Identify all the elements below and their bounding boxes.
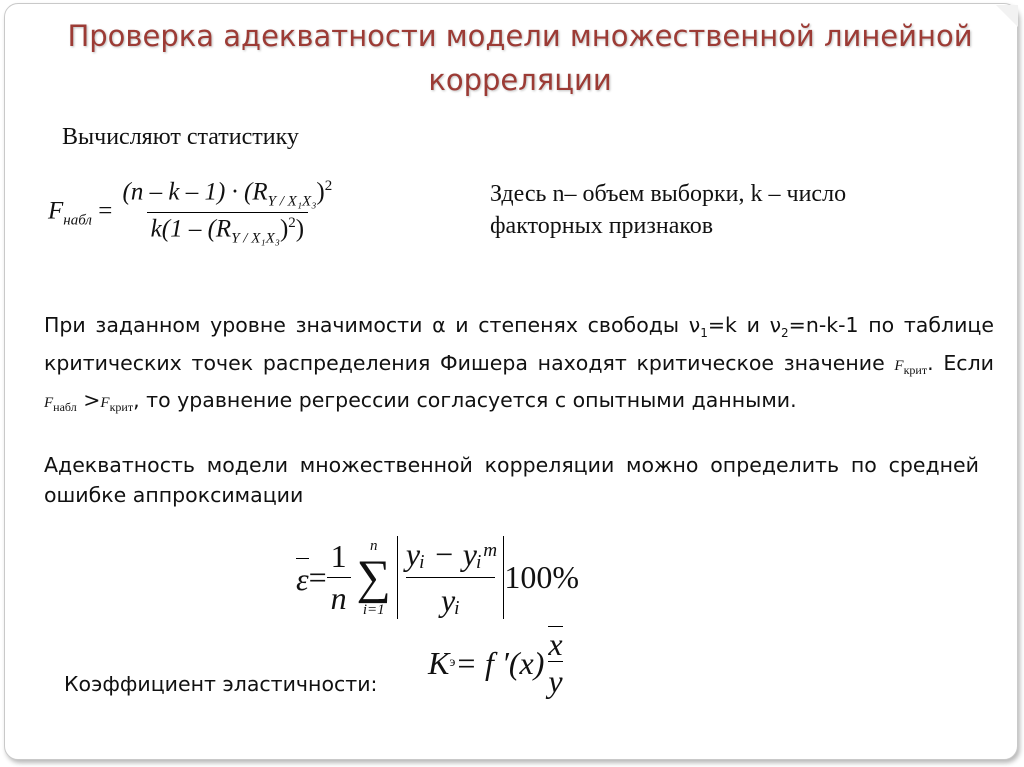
f-num-sub: Y / X₁X₃ — [267, 193, 317, 210]
p1-text-1: При заданном уровне значимости α и степенях свободы ν — [44, 313, 701, 337]
intro-text: Вычисляют статистику — [62, 124, 299, 150]
eps-one-over-n — [327, 538, 351, 617]
f-statistic-formula — [48, 178, 336, 248]
elasticity-label: Коэффициент эластичности: — [64, 672, 378, 696]
p1-text-5: > — [76, 388, 101, 413]
paragraph-fisher — [44, 310, 994, 422]
f-den-sub: Y / X₁X₃ — [231, 230, 280, 247]
k-rhs: = f ′(x) — [455, 644, 545, 681]
abs-fraction — [397, 536, 504, 619]
p1-text-2: =k и ν — [707, 313, 782, 337]
p1-fnabl-f: F — [44, 395, 54, 412]
f-fraction — [119, 178, 337, 248]
sum-sign: ∑ — [356, 550, 391, 604]
p1-text-6: , то уравнение регрессии согласуется с опытными данными. — [133, 388, 797, 413]
p1-fkrit-sub: крит — [903, 363, 928, 378]
f-den-left: k(1 – (R — [150, 215, 232, 243]
abs-denominator: yᵢ — [406, 577, 495, 619]
f-den-power: 2 — [288, 215, 296, 232]
k-sub: э — [449, 655, 456, 670]
sum-top: n — [370, 537, 378, 554]
f-num-power: 2 — [324, 178, 333, 194]
paragraph-approximation: Адекватность модели множественной корреляции можно определить по средней ошибке аппроксимации — [44, 453, 979, 507]
p1-sub-1: 1 — [700, 326, 708, 341]
abs-numerator: yᵢ − yᵢᵐ — [405, 536, 496, 572]
f-numerator — [119, 178, 337, 212]
p1-text-4: . Если — [927, 351, 994, 376]
p1-fkrit2-f: F — [100, 395, 110, 412]
f-lhs: F — [48, 197, 64, 225]
p1-fnabl — [44, 395, 77, 415]
sum-bottom: i=1 — [362, 601, 385, 618]
approximation-error-formula — [296, 536, 579, 619]
f-lhs-sub: набл — [63, 212, 92, 229]
eps-n: n — [327, 577, 351, 617]
x-bar: x — [548, 626, 563, 662]
slide-title: Проверка адекватности модели множественной линейной корреляции — [67, 19, 973, 97]
f-denominator — [147, 212, 308, 247]
p1-fkrit-f: F — [894, 358, 904, 375]
f-den-right: ) — [279, 215, 289, 243]
f-equals: = — [91, 197, 119, 225]
f-den-end: ) — [295, 215, 305, 243]
eps-symbol: ε — [296, 558, 309, 598]
f-num-left: (n – k – 1) · (R — [122, 178, 268, 206]
sum-operator — [357, 538, 391, 618]
x-over-y — [548, 626, 562, 700]
eps-percent: 100% — [504, 559, 579, 595]
p1-sub-2: 2 — [781, 326, 789, 341]
eps-one: 1 — [330, 538, 347, 574]
y-bar: y — [548, 663, 563, 699]
f-num-right: ) — [316, 178, 325, 206]
p1-fkrit-2 — [100, 395, 134, 415]
p1-fnabl-sub: набл — [53, 400, 77, 415]
p1-fkrit2-sub: крит — [109, 400, 134, 415]
elasticity-formula — [428, 626, 563, 700]
note-text: Здесь n– объем выборки, k – число факторных признаков — [490, 181, 847, 239]
k-symbol: K — [428, 644, 450, 681]
p1-fkrit — [894, 358, 928, 378]
p1-text-3: =n-k-1 по таблице критических точек распределения Фишера находят критическое значение — [44, 313, 994, 376]
eps-equals: = — [308, 559, 327, 595]
